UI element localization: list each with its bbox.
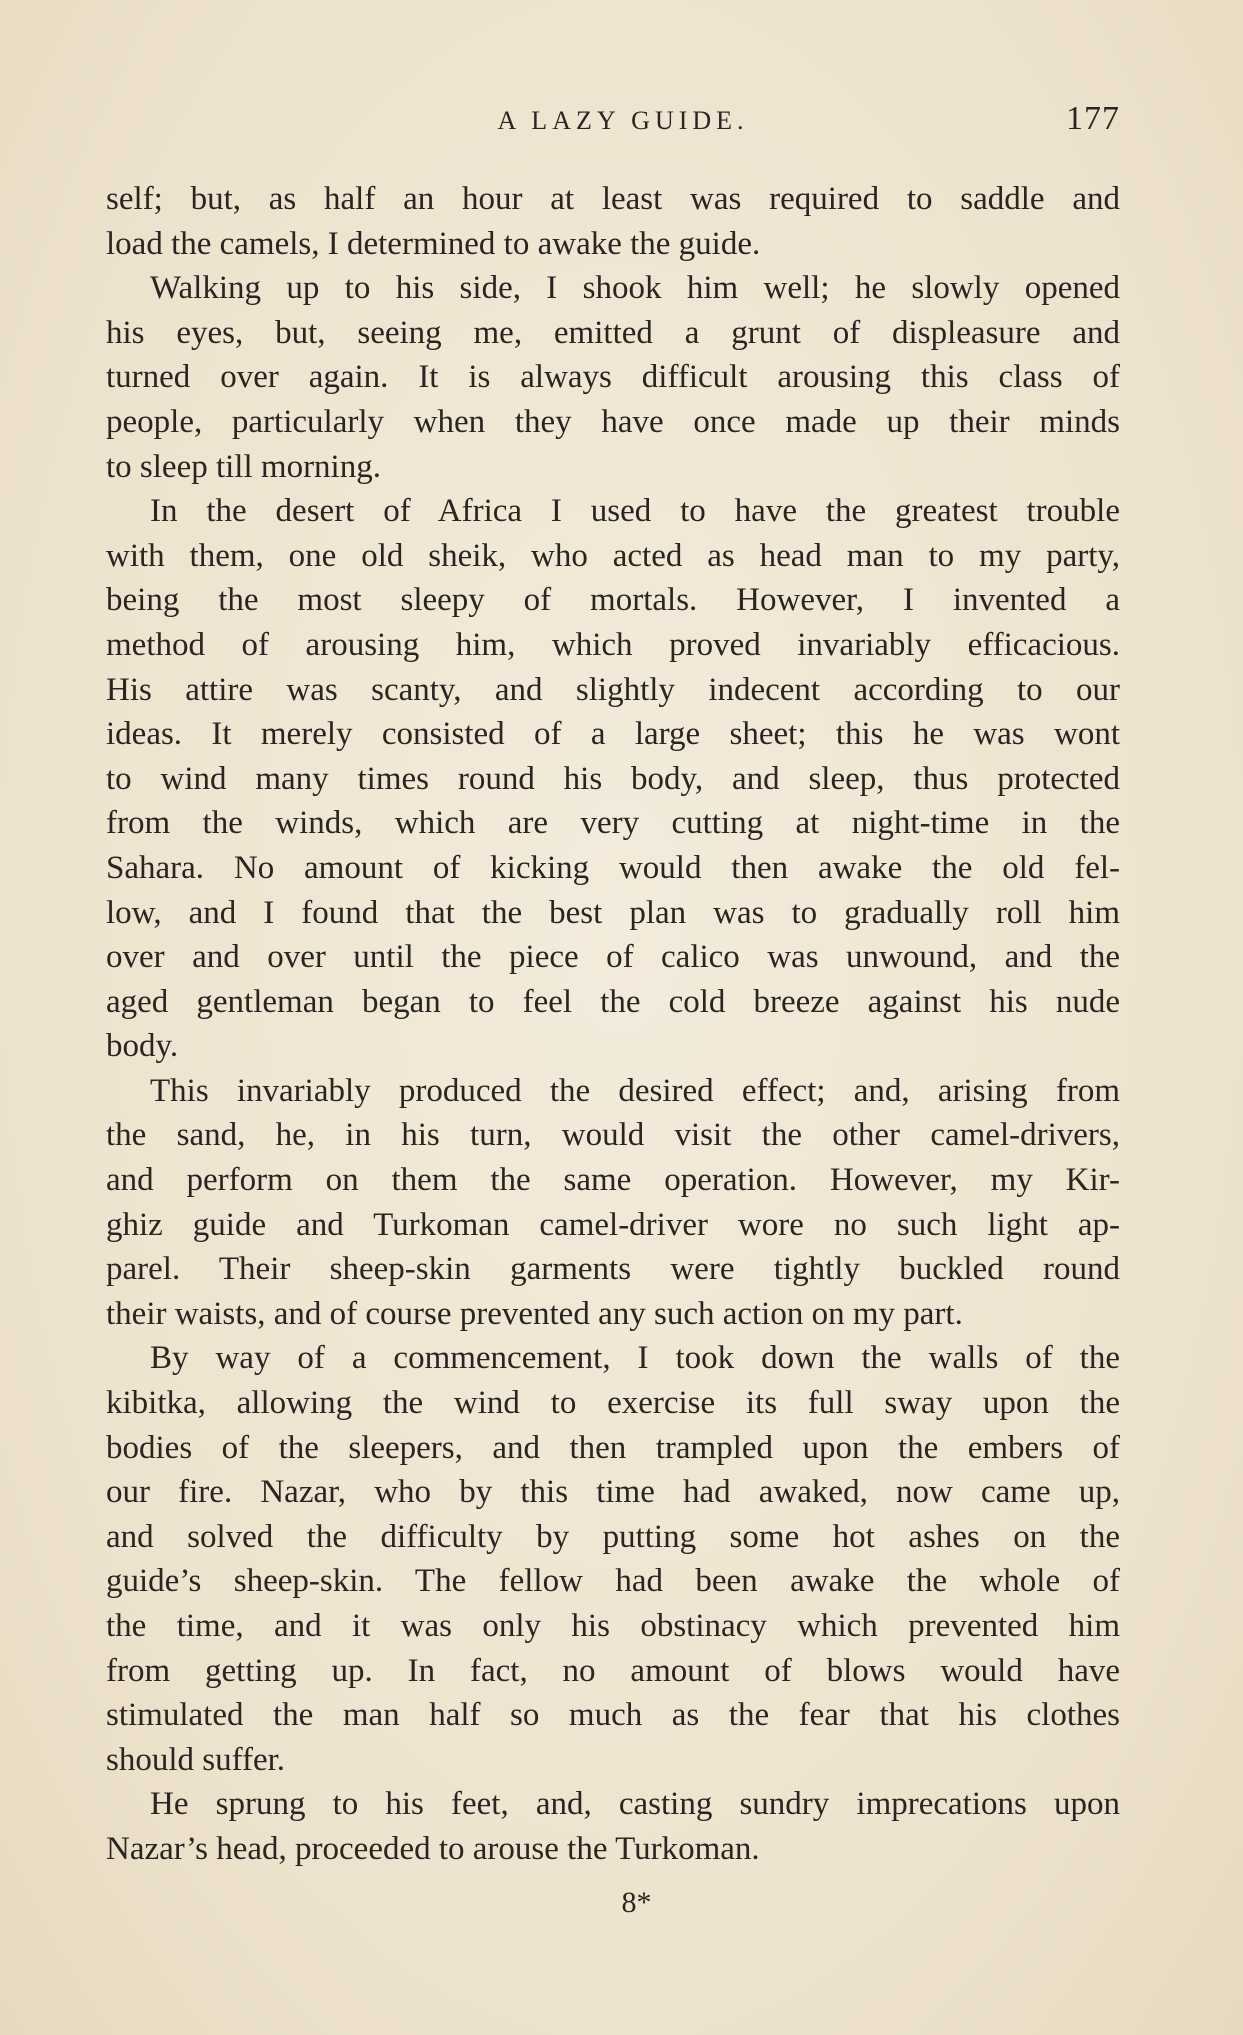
- text-line: from the winds, which are very cutting at night-time in the: [106, 805, 1120, 842]
- text-line: method of arousing him, which proved invariably efficacious.: [106, 626, 1120, 663]
- page-number: 177: [1066, 100, 1120, 137]
- text-line: with them, one old sheik, who acted as head man to my party,: [106, 537, 1120, 574]
- text-line: kibitka, allowing the wind to exercise its full sway upon the: [106, 1385, 1120, 1422]
- running-head: [106, 100, 1120, 144]
- text-line: over and over until the piece of calico was unwound, and the: [106, 939, 1120, 976]
- text-line: should suffer.: [106, 1741, 286, 1778]
- body-text: [106, 177, 1120, 1872]
- text-line: Walking up to his side, I shook him well; he slowly opened: [150, 270, 1120, 307]
- text-line: and solved the difficulty by putting some hot ashes on the: [106, 1518, 1120, 1555]
- text-line: our fire. Nazar, who by this time had awaked, now came up,: [106, 1474, 1120, 1511]
- text-line: This invariably produced the desired effect; and, arising from: [150, 1072, 1120, 1109]
- text-line: Sahara. No amount of kicking would then awake the old fel-: [106, 849, 1120, 886]
- text-line: self; but, as half an hour at least was required to saddle and: [106, 181, 1120, 217]
- text-line: His attire was scanty, and slightly indecent according to our: [106, 671, 1120, 708]
- text-line: stimulated the man half so much as the fear that his clothes: [106, 1697, 1120, 1734]
- text-line: Nazar’s head, proceeded to arouse the Turkoman.: [106, 1830, 760, 1867]
- text-line: turned over again. It is always difficult arousing this class of: [106, 359, 1120, 396]
- text-line: ghiz guide and Turkoman camel-driver wore no such light ap-: [106, 1206, 1120, 1243]
- text-line: aged gentleman began to feel the cold breeze against his nude: [106, 983, 1120, 1020]
- text-line: being the most sleepy of mortals. However, I invented a: [106, 582, 1120, 619]
- running-title: A LAZY GUIDE.: [497, 106, 749, 135]
- text-line: the sand, he, in his turn, would visit the other camel-drivers,: [106, 1117, 1120, 1154]
- text-line: He sprung to his feet, and, casting sundry imprecations upon: [150, 1786, 1120, 1823]
- text-line: In the desert of Africa I used to have the greatest trouble: [150, 493, 1120, 530]
- text-line: his eyes, but, seeing me, emitted a grunt of displeasure and: [106, 314, 1120, 351]
- text-line: to wind many times round his body, and sleep, thus protected: [106, 760, 1120, 797]
- text-line: to sleep till morning.: [106, 448, 381, 485]
- signature-mark: 8*: [621, 1886, 652, 1919]
- text-line: people, particularly when they have once made up their minds: [106, 403, 1120, 440]
- text-line: low, and I found that the best plan was to gradually roll him: [106, 894, 1120, 931]
- text-line: from getting up. In fact, no amount of blows would have: [106, 1652, 1120, 1689]
- text-line: load the camels, I determined to awake the guide.: [106, 225, 761, 262]
- text-line: the time, and it was only his obstinacy which prevented him: [106, 1608, 1120, 1644]
- text-line: By way of a commencement, I took down the walls of the: [150, 1340, 1120, 1377]
- text-line: body.: [106, 1028, 179, 1065]
- text-line: ideas. It merely consisted of a large sheet; this he was wont: [106, 716, 1120, 753]
- text-line: and perform on them the same operation. However, my Kir-: [106, 1162, 1120, 1199]
- text-line: their waists, and of course prevented any such action on my part.: [106, 1295, 963, 1332]
- text-line: bodies of the sleepers, and then trampled upon the embers of: [106, 1429, 1120, 1466]
- text-line: parel. Their sheep-skin garments were tightly buckled round: [106, 1251, 1120, 1288]
- text-line: guide’s sheep-skin. The fellow had been awake the whole of: [106, 1563, 1120, 1600]
